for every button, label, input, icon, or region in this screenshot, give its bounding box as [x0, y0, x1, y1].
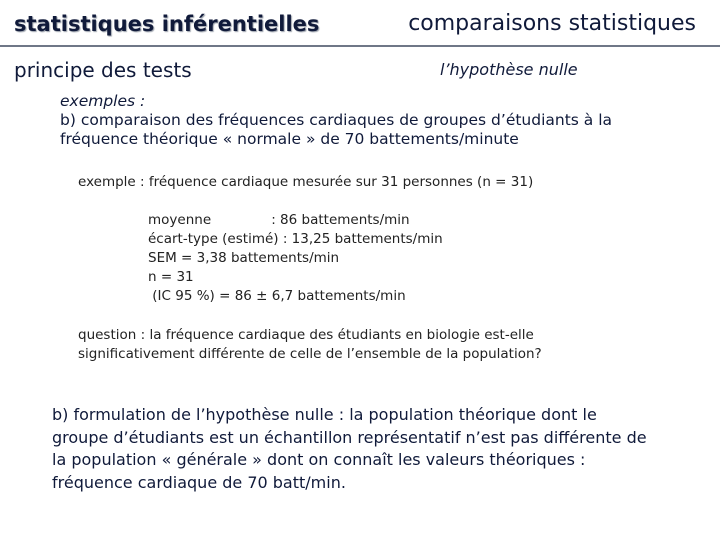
stat-line: n = 31	[148, 269, 194, 285]
page-title: statistiques inférentielles	[14, 12, 320, 36]
section-title: comparaisons statistiques	[408, 11, 696, 36]
exemples-label: exemples :	[60, 92, 146, 110]
title-divider	[0, 45, 720, 47]
formulation-line: b) formulation de l’hypothèse nulle : la population théorique dont le	[52, 405, 597, 424]
formulation-line: fréquence cardiaque de 70 batt/min.	[52, 472, 346, 492]
question-block	[78, 326, 542, 363]
exemples-line: fréquence théorique « normale » de 70 battements/minute	[60, 130, 519, 148]
question-line: significativement différente de celle de l’ensemble de la population?	[78, 345, 542, 362]
formulation-line: groupe d’étudiants est un échantillon représentatif n’est pas différente de	[52, 427, 647, 447]
exemples-line: b) comparaison des fréquences cardiaques de groupes d’étudiants à la	[60, 111, 613, 129]
exemples-block	[60, 92, 612, 149]
stat-line: (IC 95 %) = 86 ± 6,7 battements/min	[148, 288, 406, 304]
question-line: question : la fréquence cardiaque des étudiants en biologie est-elle	[78, 327, 534, 343]
formulation-line: la population « générale » dont on connaît les valeurs théoriques :	[52, 450, 586, 469]
example-intro: exemple : fréquence cardiaque mesurée sur 31 personnes (n = 31)	[78, 174, 534, 190]
stats-block	[148, 211, 443, 306]
stat-line: SEM = 3,38 battements/min	[148, 250, 340, 266]
stat-line: moyenne : 86 battements/min	[148, 212, 410, 228]
formulation-block	[52, 404, 647, 494]
stat-line: écart-type (estimé) : 13,25 battements/min	[148, 231, 443, 247]
subtitle-left: principe des tests	[14, 58, 192, 82]
subtitle-right: l’hypothèse nulle	[440, 60, 578, 79]
